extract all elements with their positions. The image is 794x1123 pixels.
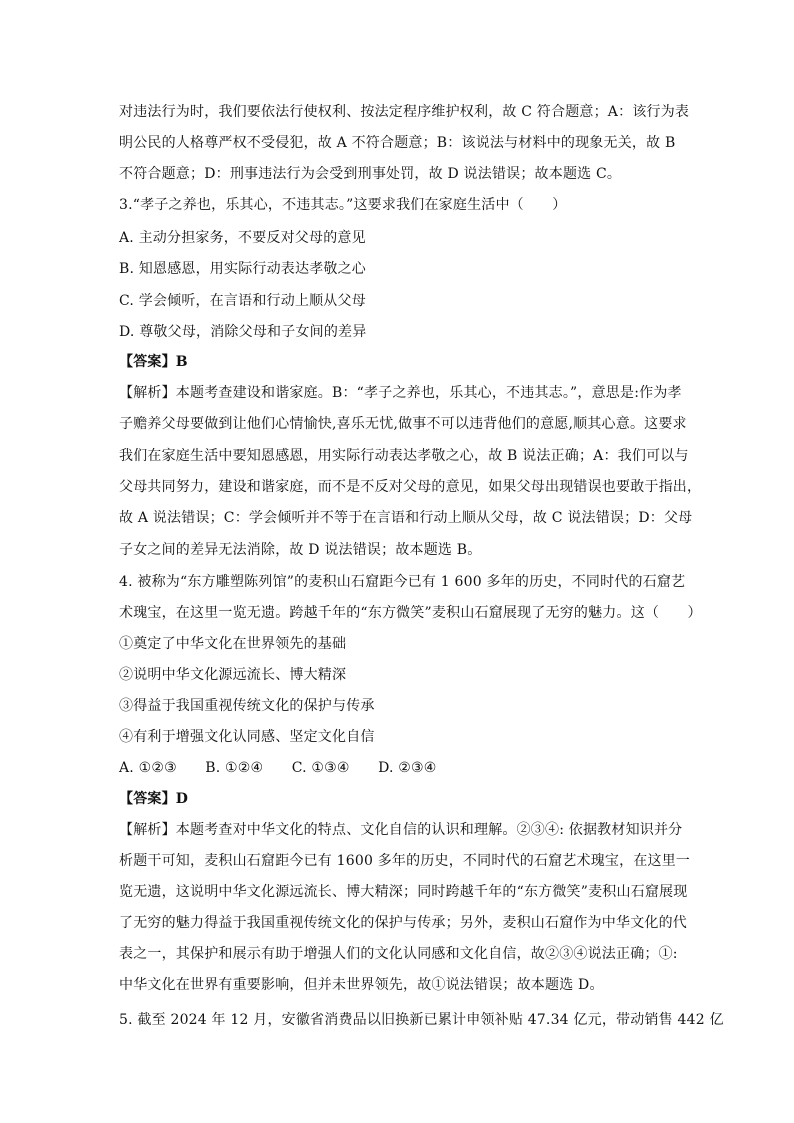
question-3-option-c: C. 学会倾听，在言语和行动上顺从父母 (119, 293, 366, 309)
question-4-item-4: ④有利于增强文化认同感、坚定文化自信 (119, 729, 375, 745)
text-line: 对违法行为时，我们要依法行使权利、按法定程序维护权利，故 C 符合题意；A：该行为表 (119, 104, 690, 120)
question-3-stem: 3.“孝子之养也，乐其心，不违其志。”这要求我们在家庭生活中（ ） (119, 197, 567, 213)
text-line: 不符合题意；D：刑事违法行为会受到刑事处罚，故 D 说法错误；故本题选 C。 (119, 166, 622, 182)
text-line: 故 A 说法错误；C：学会倾听并不等于在言语和行动上顺从父母，故 C 说法错误；D：父母 (119, 510, 693, 526)
question-3-analysis: 【解析】本题考查建设和谐家庭。B：“孝子之养也，乐其心，不违其志。”，意思是:作为孝 (119, 385, 682, 401)
text-line: 了无穷的魅力得益于我国重视传统文化的保护与传承；另外，麦积山石窟作为中华文化的代 (119, 915, 687, 931)
text-line: 中华文化在世界有重要影响，但并未世界领先，故①说法错误；故本题选 D。 (119, 977, 604, 993)
text-line: 父母共同努力，建设和谐家庭，而不是不反对父母的意见，如果父母出现错误也要敢于指出， (119, 479, 702, 495)
question-3-answer: 【答案】B (119, 354, 188, 370)
text-line: 我们在家庭生活中要知恩感恩，用实际行动表达孝敬之心，故 B 说法正确；A：我们可以与 (119, 448, 689, 464)
question-4-item-1: ①奠定了中华文化在世界领先的基础 (119, 636, 347, 652)
question-3-option-b: B. 知恩感恩，用实际行动表达孝敬之心 (119, 261, 366, 277)
question-4-item-3: ③得益于我国重视传统文化的保护与传承 (119, 698, 375, 714)
text-line: 子赡养父母要做到让他们心情愉快,喜乐无忧,做事不可以违背他们的意愿,顺其心意。这要求 (119, 416, 687, 432)
question-4-analysis: 【解析】本题考查对中华文化的特点、文化自信的认识和理解。②③④: 依据教材知识并分 (119, 822, 683, 838)
text-line: 览无遗，这说明中华文化源远流长、博大精深；同时跨越千年的“东方微笑”麦积山石窟展现 (119, 884, 688, 900)
text-line: 术瑰宝，在这里一览无遗。跨越千年的“东方微笑”麦积山石窟展现了无穷的魅力。这（ ） (119, 605, 702, 621)
text-line: 子女之间的差异无法消除，故 D 说法错误；故本题选 B。 (119, 542, 482, 558)
text-line: 表之一，其保护和展示有助于增强人们的文化认同感和文化自信，故②③④说法正确；①: (119, 946, 678, 962)
question-4-stem: 4. 被称为“东方雕塑陈列馆”的麦积山石窟距今已有 1 600 多年的历史，不同时代的石窟艺 (119, 574, 686, 590)
text-line: 明公民的人格尊严权不受侵犯，故 A 不符合题意；B：该说法与材料中的现象无关，故 B (119, 135, 676, 151)
question-4-item-2: ②说明中华文化源远流长、博大精深 (119, 667, 347, 683)
text-line: 析题干可知，麦积山石窟距今已有 1600 多年的历史，不同时代的石窟艺术瑰宝，在这里一 (119, 853, 691, 869)
question-3-option-d: D. 尊敬父母，消除父母和子女间的差异 (119, 324, 367, 340)
question-4-answer: 【答案】D (119, 791, 189, 807)
question-4-options: A. ①②③ B. ①②④ C. ①③④ D. ②③④ (119, 760, 437, 776)
question-3-option-a: A. 主动分担家务，不要反对父母的意见 (119, 230, 366, 246)
question-5-stem: 5. 截至 2024 年 12 月，安徽省消费品以旧换新已累计申领补贴 47.34 亿元，带动销售 442 亿 (119, 1012, 724, 1028)
